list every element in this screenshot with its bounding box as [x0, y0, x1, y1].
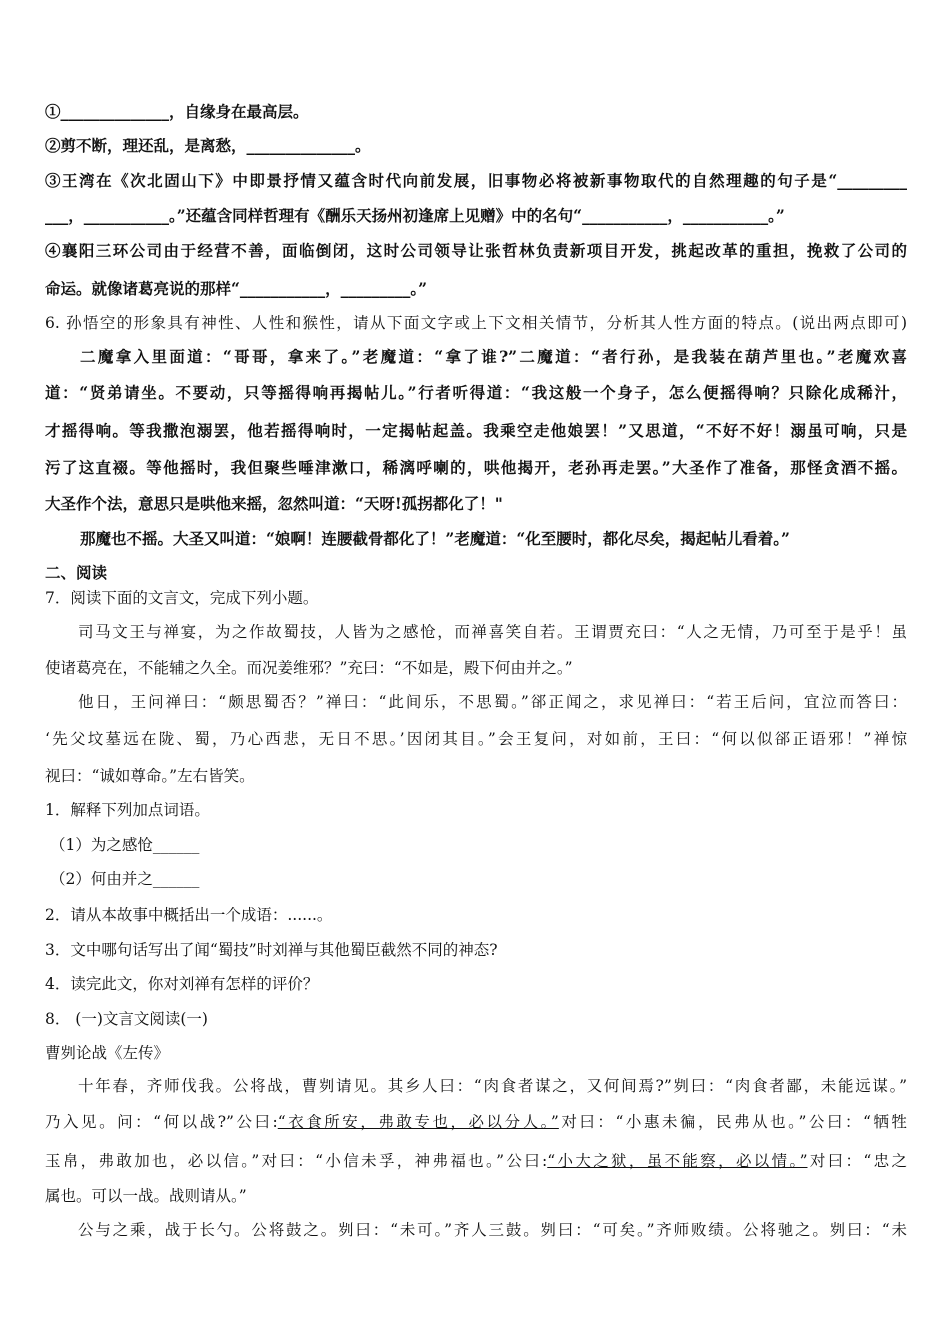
fill-in-q1: ①______________，自缘身在最高层。 [45, 102, 309, 121]
q8-passage-line: 公与之乘，战于长勺。公将鼓之。刿曰：“未可。”齐人三鼓。刿曰：“可矣。”齐师败绩。公将驰之。刿曰：“未 [78, 1221, 907, 1239]
section-heading: 二、阅读 [45, 564, 108, 582]
q8-passage-line [45, 1112, 907, 1132]
fill-in-q4-line1: ④襄阳三环公司由于经营不善，面临倒闭，这时公司领导让张哲林负责新项目开发，挑起改革的重担，挽救了公司的 [45, 241, 907, 260]
q6-prompt: 6. 孙悟空的形象具有神性、人性和猴性，请从下面文字或上下文相关情节，分析其人性方面的特点。(说出两点即可) [45, 314, 907, 332]
q8-passage-line [45, 1151, 907, 1171]
q8-prompt: 8． (一)文言文阅读(一) [45, 1010, 208, 1028]
q8-passage-line: 属也。可以一战。战则请从。” [45, 1187, 247, 1205]
q6-passage-line: 那魔也不摇。大圣又叫道：“娘啊！连腰截骨都化了！”老魔道：“化至腰时，都化尽矣，揭起帖儿看着。” [80, 529, 790, 548]
q7-sub1-b: （2）何由并之______ [50, 870, 200, 888]
q8-text: 玉帛，弗敢加也，必以信。”对曰：“小信未孚，神弗福也。”公曰: [45, 1152, 548, 1170]
fill-in-q3-line1: ③王湾在《次北固山下》中即景抒情又蕴含时代向前发展，旧事物必将被新事物取代的自然理趣的句子是“_________ [45, 171, 907, 190]
q7-passage-line: 他日，王问禅曰：“颇思蜀否？”禅曰：“此间乐，不思蜀。”郤正闻之，求见禅曰：“若王后问，宜泣而答曰： [78, 693, 907, 711]
q6-passage-line: 二魔拿入里面道：“哥哥，拿来了。”老魔道：“拿了谁?”二魔道：“者行孙，是我装在葫芦里也。”老魔欢喜 [80, 347, 907, 366]
q8-underlined-sentence: “衣食所安，弗敢专也，必以分人。” [277, 1113, 559, 1131]
q7-prompt: 7．阅读下面的文言文，完成下列小题。 [45, 589, 319, 607]
q7-passage-line: ‘先父坟墓远在陇、蜀，乃心西悲，无日不思。’因闭其目。”会王复问，对如前，王曰：“何以似郤正语邪！”禅惊 [45, 730, 907, 748]
q8-passage-line: 十年春，齐师伐我。公将战，曹刿请见。其乡人曰：“肉食者谋之，又何间焉?”刿曰：“肉食者鄙，未能远谋。” [78, 1077, 907, 1095]
q8-text: 对曰：“小惠未徧，民弗从也。”公曰：“牺牲 [558, 1113, 907, 1131]
q8-text: 乃入见。问：“何以战?”公曰: [45, 1113, 278, 1131]
q7-sub1: 1．解释下列加点词语。 [45, 801, 210, 819]
q7-passage-line: 司马文王与禅宴，为之作故蜀技，人皆为之感怆，而禅喜笑自若。王谓贾充曰：“人之无情，乃可至于是乎！虽 [78, 623, 907, 641]
q7-sub4: 4．读完此文，你对刘禅有怎样的评价？ [45, 975, 319, 993]
q7-sub3: 3．文中哪句话写出了闻“蜀技”时刘禅与其他蜀臣截然不同的神态? [45, 941, 498, 959]
q6-passage-line: 才摇得响。等我撒泡溺罢，他若摇得响时，一定揭帖起盖。我乘空走他娘罢！”又思道，“不好不好！溺虽可响，只是 [45, 421, 907, 440]
q6-passage-line: 大圣作个法，意思只是哄他来摇，忽然叫道：“天呀!孤拐都化了！" [45, 494, 503, 513]
fill-in-q4-line2: 命运。就像诸葛亮说的那样“___________，_________。” [45, 279, 428, 298]
q6-passage-line: 污了这直裰。等他摇时，我但聚些唾津漱口，稀漓呼喇的，哄他揭开，老孙再走罢。”大圣作了准备，那怪贪酒不摇。 [45, 458, 907, 477]
fill-in-q3-line2: ___，___________。”还蕴含同样哲理有《酬乐天扬州初逢席上见赠》中的名句“___________，___________。” [45, 206, 785, 225]
fill-in-q2: ②剪不断，理还乱，是离愁，______________。 [45, 136, 371, 155]
q8-underlined-sentence: “小大之狱，虽不能察，必以情。” [547, 1152, 808, 1170]
q6-passage-line: 道：“贤弟请坐。不要动，只等摇得响再揭帖儿。”行者听得道：“我这般一个身子，怎么便摇得响？只除化成稀汁， [45, 383, 907, 402]
q8-text: 对曰：“忠之 [807, 1152, 907, 1170]
q7-sub2: 2．请从本故事中概括出一个成语：......。 [45, 906, 333, 924]
q7-passage-line: 使诸葛亮在，不能辅之久全。而况姜维邪？”充曰：“不如是，殿下何由并之。” [45, 659, 573, 677]
q7-sub1-a: （1）为之感怆______ [50, 836, 200, 854]
q8-title: 曹刿论战《左传》 [45, 1044, 170, 1062]
q7-passage-line: 视曰：“诚如尊命。”左右皆笑。 [45, 767, 255, 785]
